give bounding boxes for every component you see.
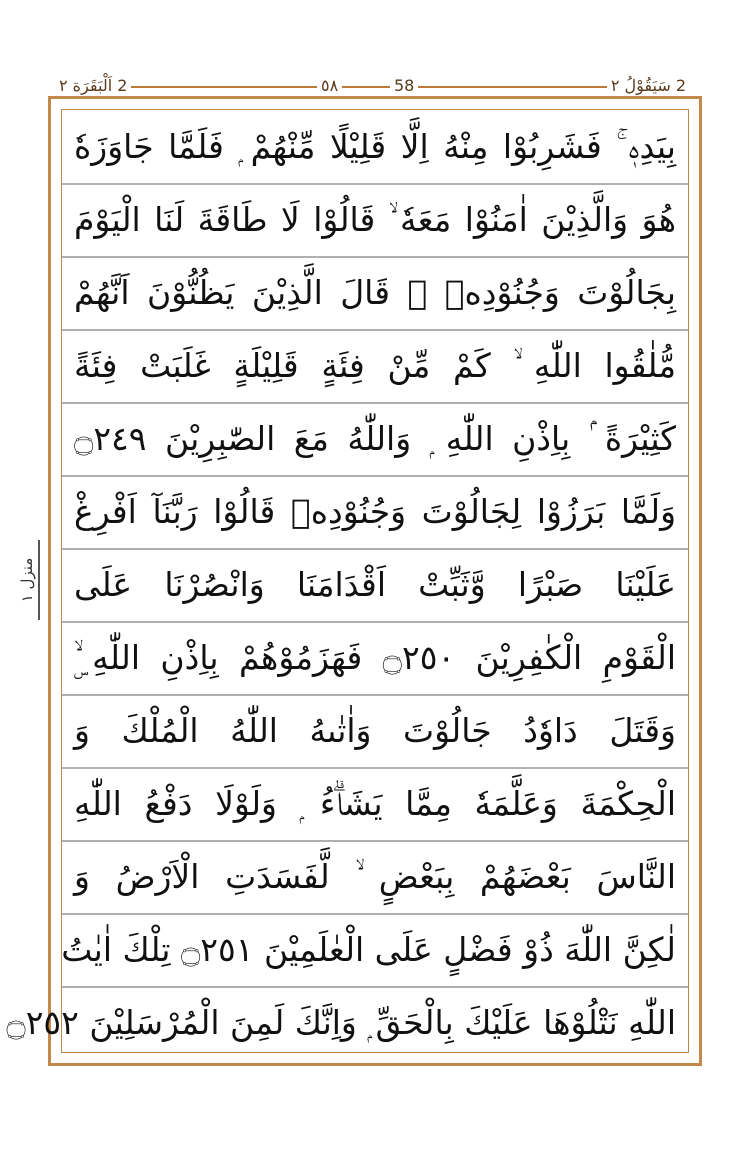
text-line-9: وَقَتَلَ دَاوٗدُ جَالُوْتَ وَاٰتٰىهُ اللّٰهُ الْمُلْكَ وَ	[74, 711, 676, 750]
text-line-1: بِيَدِهٖ ۚ فَشَرِبُوْا مِنْهُ اِلَّا قَلِيْلًا مِّنْهُمْ ۭ فَلَمَّا جَاوَزَهٗ	[74, 127, 676, 166]
surah-name: 2 اَلْبَقَرَة ٢	[55, 74, 131, 98]
para-name: 2 سَيَقُوْلُ ٢	[607, 74, 690, 98]
text-line-7: عَلَيْنَا صَبْرًا وَّثَبِّتْ اَقْدَامَنَا وَانْصُرْنَا عَلَى	[74, 565, 676, 604]
manzil-marker	[14, 540, 40, 620]
text-line-11: النَّاسَ بَعْضَهُمْ بِبَعْضٍ ۙ لَّفَسَدَتِ الْاَرْضُ وَ	[74, 857, 676, 896]
text-line-6: وَلَمَّا بَرَزُوْا لِجَالُوْتَ وَجُنُوْدِهٖ قَالُوْا رَبَّنَآ اَفْرِغْ	[74, 492, 676, 531]
text-line-5: كَثِيْرَةً ۢ بِاِذْنِ اللّٰهِ ۭ وَاللّٰهُ مَعَ الصّٰبِرِيْنَ ۝٢٤٩	[74, 419, 676, 458]
header-rule	[55, 86, 690, 88]
page-header	[55, 74, 690, 98]
text-line-4: مُّلٰقُوا اللّٰهِ ۙ كَمْ مِّنْ فِئَةٍ قَلِيْلَةٍ غَلَبَتْ فِئَةً	[74, 346, 676, 385]
page-number: 58	[390, 74, 418, 98]
text-line-3: بِجَالُوْتَ وَجُنُوْدِهٖ ۭ قَالَ الَّذِيْنَ يَظُنُّوْنَ اَنَّهُمْ	[74, 273, 676, 312]
text-line-10: الْحِكْمَةَ وَعَلَّمَهٗ مِمَّا يَشَاۗءُ ۭ وَلَوْلَا دَفْعُ اللّٰهِ	[74, 784, 676, 823]
text-line-13: اللّٰهِ نَتْلُوْهَا عَلَيْكَ بِالْحَقِّ ۭ وَاِنَّكَ لَمِنَ الْمُرْسَلِيْنَ ۝٢٥٢	[6, 1003, 676, 1042]
page-number-arabic: ٥٨	[317, 74, 342, 98]
text-line-12: لٰكِنَّ اللّٰهَ ذُوْ فَضْلٍ عَلَى الْعٰلَمِيْنَ ۝٢٥١ تِلْكَ اٰيٰتُ	[61, 930, 676, 969]
text-line-8: الْقَوْمِ الْكٰفِرِيْنَ ۝٢٥٠ فَهَزَمُوْهُمْ بِاِذْنِ اللّٰهِ ۣۙ	[74, 638, 676, 677]
text-line-2: هُوَ وَالَّذِيْنَ اٰمَنُوْا مَعَهٗ ۙ قَالُوْا لَا طَاقَةَ لَنَا الْيَوْمَ	[74, 200, 676, 239]
manzil-label: منزل ١	[18, 557, 36, 603]
manzil-rule	[38, 540, 40, 620]
